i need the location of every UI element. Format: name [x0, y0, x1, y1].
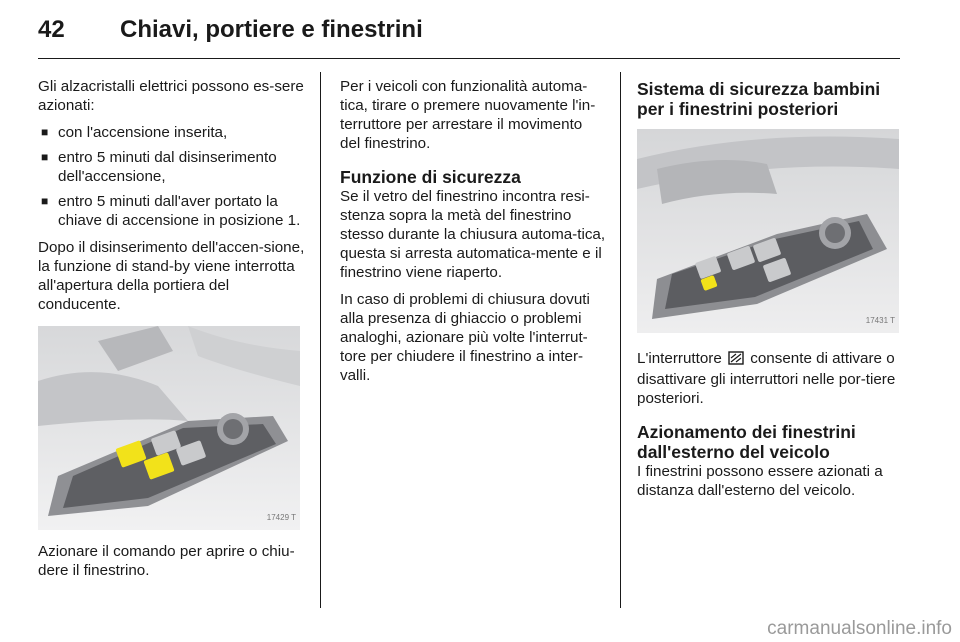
header-rule — [38, 58, 900, 59]
remote-text: I finestrini possono essere azionati a distanza dall'esterno del veicolo. — [637, 463, 883, 499]
column-2 — [340, 77, 606, 393]
column-divider-1 — [320, 72, 321, 608]
window-switch-illustration — [38, 326, 300, 530]
intro-text: Gli alzacristalli elettrici possono es-sere azionati: — [38, 78, 304, 114]
watermark: carmanualsonline.info — [767, 618, 952, 639]
child-lock-text — [637, 349, 901, 408]
safety-text-1: Se il vetro del finestrino incontra resi-stenza sopra la metà del finestrino stesso durante la chiusura automa-tica, questa si arresta automatica-mente e il finestrino viene riaperto. — [340, 188, 606, 281]
column-divider-2 — [620, 72, 621, 608]
chapter-title: Chiavi, portiere e finestrini — [120, 16, 423, 43]
child-lock-photo — [637, 129, 899, 333]
auto-stop-text: Per i veicoli con funzionalità automa-tica, tirare o premere nuovamente l'in-terruttore per arrestare il movimento del finestrino. — [340, 78, 596, 152]
page-number: 42 — [38, 16, 65, 43]
conditions-list — [38, 123, 306, 230]
figure-code: 17431 T — [865, 316, 895, 325]
figure-code: 17429 T — [266, 513, 296, 522]
section-heading: Funzione di sicurezza — [340, 167, 521, 187]
standby-text: Dopo il disinserimento dell'accen-sione, la funzione di stand-by viene interrotta all'apertura della portiera del conducente. — [38, 239, 305, 313]
list-item: ■ entro 5 minuti dall'aver portato la chiave di accensione in posizione 1. — [38, 192, 306, 230]
column-3 — [637, 77, 901, 508]
list-item: ■ entro 5 minuti dal disinserimento dell'accensione, — [38, 148, 306, 186]
column-1 — [38, 77, 306, 588]
window-switch-photo — [38, 326, 300, 530]
section-heading: Sistema di sicurezza bambini per i finestrini posteriori — [637, 79, 881, 119]
window-lock-icon — [728, 351, 744, 370]
child-lock-illustration — [637, 129, 899, 333]
figure-caption: Azionare il comando per aprire o chiu-dere il finestrino. — [38, 543, 295, 579]
safety-text-2: In caso di problemi di chiusura dovuti alla presenza di ghiaccio o problemi analoghi, azionare più volte l'interrut-tore per chiudere il finestrino a inter-valli. — [340, 291, 590, 384]
section-heading: Azionamento dei finestrini dall'esterno del veicolo — [637, 422, 856, 462]
child-lock-text-after: consente di attivare o disattivare gli interruttori nelle por-tiere posteriori. — [637, 350, 896, 407]
child-lock-text-before: L'interruttore — [637, 350, 722, 367]
list-item: ■ con l'accensione inserita, — [38, 123, 306, 142]
